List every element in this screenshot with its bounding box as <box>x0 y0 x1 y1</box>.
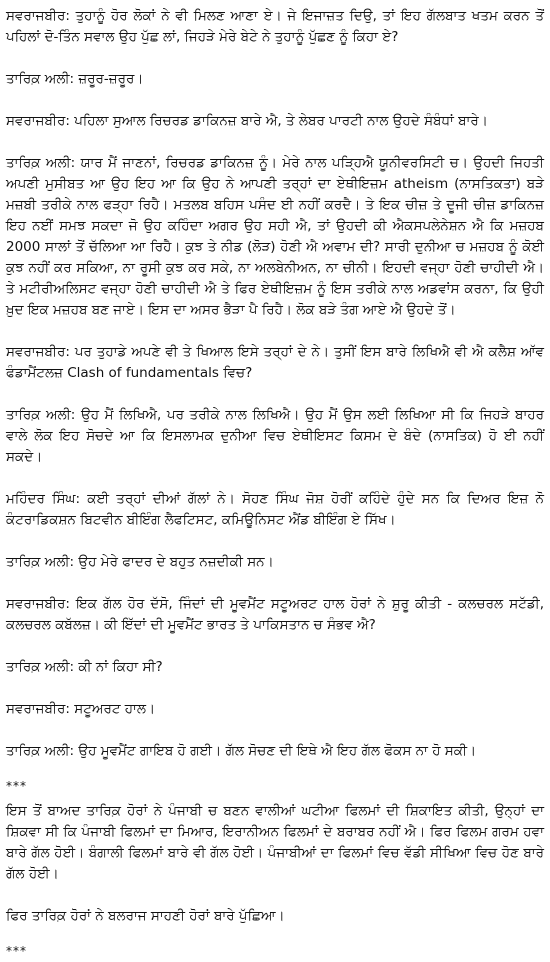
dialogue-paragraph <box>6 153 544 321</box>
dialogue-text: ਉਹ ਮੇਰੇ ਫਾਦਰ ਦੇ ਬਹੁਤ ਨਜ਼ਦੀਕੀ ਸਨ। <box>74 554 274 570</box>
speaker-name: ਸਵਰਾਜਬੀਰ: <box>6 596 70 612</box>
dialogue-paragraph <box>6 552 544 573</box>
speaker-name: ਸਵਰਾਜਬੀਰ: <box>6 113 70 129</box>
dialogue-text: ਜ਼ਰੂਰ-ਜ਼ਰੂਰ। <box>74 71 144 87</box>
speaker-name: ਸਵਰਾਜਬੀਰ: <box>6 701 70 717</box>
narrative-paragraph: ਇਸ ਤੋਂ ਬਾਅਦ ਤਾਰਿਕ਼ ਹੋਰਾਂ ਨੇ ਪੰਜਾਬੀ ਚ ਬਣਨ ਵਾਲੀਆਂ ਘਟੀਆ ਫਿਲਮਾਂ ਦੀ ਸ਼ਿਕਾਇਤ ਕੀਤੀ, ਉਨ੍ਹਾਂ ਦਾ ਸ਼ਿਕਵਾ ਸੀ ਕਿ ਪੰਜਾਬੀ ਫਿਲਮਾਂ ਦਾ ਮਿਆਰ, ਇਰਾਨੀਅਨ ਫਿਲਮਾਂ ਦੇ ਬਰਾਬਰ ਨਹੀਂ ਐ। ਫਿਰ ਫਿਲਮ ਗਰਮ ਹਵਾ ਬਾਰੇ ਗੱਲ ਹੋਈ। ਬੰਗਾਲੀ ਫਿਲਮਾਂ ਬਾਰੇ ਵੀ ਗੱਲ ਹੋਈ। ਪੰਜਾਬੀਆਂ ਦਾ ਫਿਲਮਾਂ ਵਿਚ ਵੱਡੀ ਸੀਖਿਆ ਵਿਚ ਹੋਣ ਬਾਰੇ ਗੱਲ ਹੋਈ। <box>6 803 544 882</box>
speaker-name: ਮਹਿੰਦਰ ਸਿੰਘ: <box>6 491 81 507</box>
dialogue-text: ਤੁਹਾਨੂੰ ਹੋਰ ਲੋਕਾਂ ਨੇ ਵੀ ਮਿਲਣ ਆਣਾ ਏ। ਜੇ ਇਜਾਜ਼ਤ ਦਿਉ, ਤਾਂ ਇਹ ਗੱਲਬਾਤ ਖਤਮ ਕਰਨ ਤੋਂ ਪਹਿਲਾਂ ਦੋ-ਤਿੰਨ ਸਵਾਲ ਉਹ ਪੁੱਛ ਲਾਂ, ਜਿਹੜੇ ਮੇਰੇ ਬੇਟੇ ਨੇ ਤੁਹਾਨੂੰ ਪੁੱਛਣ ਨੂੰ ਕਿਹਾ ਏ? <box>6 8 544 45</box>
dialogue-text: ਸਟੂਅਰਟ ਹਾਲ। <box>69 701 156 717</box>
dialogue-text: ਉਹ ਮੂਵਮੈਂਟ ਗਾਇਬ ਹੋ ਗਈ। ਗੱਲ ਸੋਚਣ ਦੀ ਇਥੇ ਐ ਇਹ ਗੱਲ ਫੋਕਸ ਨਾ ਹੋ ਸਕੀ। <box>74 743 477 759</box>
dialogue-text: ਕਈ ਤਰ੍ਹਾਂ ਦੀਆਂ ਗੱਲਾਂ ਨੇ। ਸੋਹਣ ਸਿੰਘ ਜੋਸ਼ ਹੋਰੀਂ ਕਹਿੰਦੇ ਹੁੰਦੇ ਸਨ ਕਿ ਦਿਅਰ ਇਜ਼ ਨੋ ਕੰਟਰਾਡਿਕਸ਼ਨ ਬਿਟਵੀਨ ਬੀਇੰਗ ਲੈਫਟਿਸਟ, ਕਮਿਊਨਿਸਟ ਐਂਡ ਬੀਇੰਗ ਏ ਸਿੱਖ। <box>6 491 544 528</box>
dialogue-paragraph <box>6 657 544 678</box>
speaker-name: ਤਾਰਿਕ਼ ਅਲੀ: <box>6 554 75 570</box>
speaker-name: ਤਾਰਿਕ਼ ਅਲੀ: <box>6 155 76 171</box>
dialogue-paragraph <box>6 699 544 720</box>
speaker-name: ਤਾਰਿਕ਼ ਅਲੀ: <box>6 71 75 87</box>
speaker-name: ਸਵਰਾਜਬੀਰ: <box>6 8 70 24</box>
dialogue-paragraph <box>6 342 544 384</box>
dialogue-paragraph <box>6 111 544 132</box>
speaker-name: ਤਾਰਿਕ਼ ਅਲੀ: <box>6 659 75 675</box>
dialogue-paragraph <box>6 405 544 468</box>
dialogue-paragraph <box>6 489 544 531</box>
dialogue-text: ਯਾਰ ਮੈਂ ਜਾਣਨਾਂ, ਰਿਚਰਡ ਡਾਕਿਨਜ਼ ਨੂੰ। ਮੇਰੇ ਨਾਲ ਪੜ੍ਹਿਐ ਯੂਨੀਵਰਸਿਟੀ ਚ। ਉਹਦੀ ਜਿਹਤੀ ਅਪਣੀ ਮੁਸੀਬਤ ਆ ਉਹ ਇਹ ਆ ਕਿ ਉਹ ਨੇ ਆਪਣੀ ਤਰ੍ਹਾਂ ਦਾ ਏਥੀਇਜ਼ਮ atheism (ਨਾਸਤਿਕਤਾ) ਬੜੇ ਮਜ਼ਬੀ ਤਰੀਕੇ ਨਾਲ ਫੜ੍ਹਾ ਰਿਹੈ। ਮਤਲਬ ਬਹਿਸ ਪਸੰਦ ਈ ਨਹੀਂ ਕਰਦੈ। ਤੇ ਇਕ ਚੀਜ਼ ਤੇ ਦੂਜੀ ਚੀਜ਼ ਡਾਕਿਨਜ਼ ਇਹ ਨਈਂ ਸਮਝ ਸਕਦਾ ਜੋ ਉਹ ਕਹਿੰਦਾ ਅਗਰ ਉਹ ਸਹੀ ਐ, ਤਾਂ ਉਹਦੀ ਕੀ ਐਕਸਪਲੇਨੇਸ਼ਨ ਐ ਕਿ ਮਜ਼ਹਬ 2000 ਸਾਲਾਂ ਤੋਂ ਚੱਲਿਆ ਆ ਰਿਹੈ। ਕੁਝ ਤੇ ਨੀਡ (ਲੋੜ) ਹੋਣੀ ਐ ਅਵਾਮ ਦੀ? ਸਾਰੀ ਦੁਨੀਆ ਚ ਮਜ਼ਹਬ ਨੂੰ ਕੋਈ ਕੁਝ ਨਹੀਂ ਕਰ ਸਕਿਆ, ਨਾ ਰੂਸੀ ਕੁਝ ਕਰ ਸਕੇ, ਨਾ ਅਲਬੇਨੀਅਨ, ਨਾ ਚੀਨੀ। ਇਹਦੀ ਵਜ੍ਹਾ ਹੋਣੀ ਚਾਹੀਦੀ ਐ। ਤੇ ਮਟੀਰੀਅਲਿਸਟ ਵਜ੍ਹਾ ਹੋਣੀ ਚਾਹੀਦੀ ਐ ਤੇ ਫਿਰ ਏਥੀਇਜ਼ਮ ਨੂੰ ਇਸ ਤਰੀਕੇ ਨਾਲ ਅਡਵਾਂਸ ਕਰਨਾ, ਕਿ ਉਹੀ ਖ਼ੁਦ ਇਕ ਮਜ਼ਹਬ ਬਣ ਜਾਏ। ਇਸ ਦਾ ਅਸਰ ਭੈੜਾ ਪੈ ਰਿਹੈ। ਲੋਕ ਬੜੇ ਤੰਗ ਆਏ ਐ ਉਹਦੇ ਤੋਂ। <box>6 155 544 318</box>
section-separator: *** <box>6 779 27 793</box>
dialogue-paragraph <box>6 69 544 90</box>
section-separator: *** <box>6 944 27 958</box>
dialogue-paragraph <box>6 741 544 762</box>
narrative-paragraph: ਫਿਰ ਤਾਰਿਕ਼ ਹੋਰਾਂ ਨੇ ਬਲਰਾਜ ਸਾਹਣੀ ਹੋਰਾਂ ਬਾਰੇ ਪੁੱਛਿਆ। <box>6 908 285 924</box>
dialogue-text: ਕੀ ਨਾਂ ਕਿਹਾ ਸੀ? <box>74 659 163 675</box>
dialogue-text: ਪਰ ਤੁਹਾਡੇ ਅਪਣੇ ਵੀ ਤੇ ਖਿਆਲ ਇਸੇ ਤਰ੍ਹਾਂ ਦੇ ਨੇ। ਤੁਸੀਂ ਇਸ ਬਾਰੇ ਲਿਖਿਐ ਵੀ ਐ ਕਲੈਸ਼ ਆੱਵ ਫੰਡਾਮੈਂਟਲਜ਼ Clash of fundamentals ਵਿਚ? <box>6 344 544 381</box>
dialogue-paragraph <box>6 6 544 48</box>
speaker-name: ਤਾਰਿਕ਼ ਅਲੀ: <box>6 407 76 423</box>
dialogue-text: ਉਹ ਮੈਂ ਲਿਖਿਐ, ਪਰ ਤਰੀਕੇ ਨਾਲ ਲਿਖਿਐ। ਉਹ ਮੈਂ ਉਸ ਲਈ ਲਿਖਿਆ ਸੀ ਕਿ ਜਿਹੜੇ ਬਾਹਰ ਵਾਲੇ ਲੋਕ ਇਹ ਸੋਚਦੇ ਆ ਕਿ ਇਸਲਾਮਕ ਦੁਨੀਆ ਵਿਚ ਏਥੀਇਸਟ ਕਿਸਮ ਦੇ ਬੰਦੇ (ਨਾਸਤਿਕ) ਹੋ ਈ ਨਹੀਂ ਸਕਦੇ। <box>6 407 544 465</box>
dialogue-text: ਪਹਿਲਾ ਸੁਆਲ ਰਿਚਰਡ ਡਾਕਿਨਜ਼ ਬਾਰੇ ਐ, ਤੇ ਲੇਬਰ ਪਾਰਟੀ ਨਾਲ ਉਹਦੇ ਸੰਬੰਧਾਂ ਬਾਰੇ। <box>69 113 488 129</box>
speaker-name: ਸਵਰਾਜਬੀਰ: <box>6 344 70 360</box>
dialogue-text: ਇਕ ਗੱਲ ਹੋਰ ਦੱਸੋ, ਜਿੰਦਾਂ ਦੀ ਮੂਵਮੈਂਟ ਸਟੂਅਰਟ ਹਾਲ ਹੋਰਾਂ ਨੇ ਸ਼ੁਰੂ ਕੀਤੀ - ਕਲਚਰਲ ਸਟੱਡੀ, ਕਲਚਰਲ ਕਬੱਲਜ਼। ਕੀ ਇੱਦਾਂ ਦੀ ਮੂਵਮੈਂਟ ਭਾਰਤ ਤੇ ਪਾਕਿਸਤਾਨ ਚ ਸੰਭਵ ਐ? <box>6 596 544 633</box>
dialogue-paragraph <box>6 594 544 636</box>
speaker-name: ਤਾਰਿਕ਼ ਅਲੀ: <box>6 743 75 759</box>
